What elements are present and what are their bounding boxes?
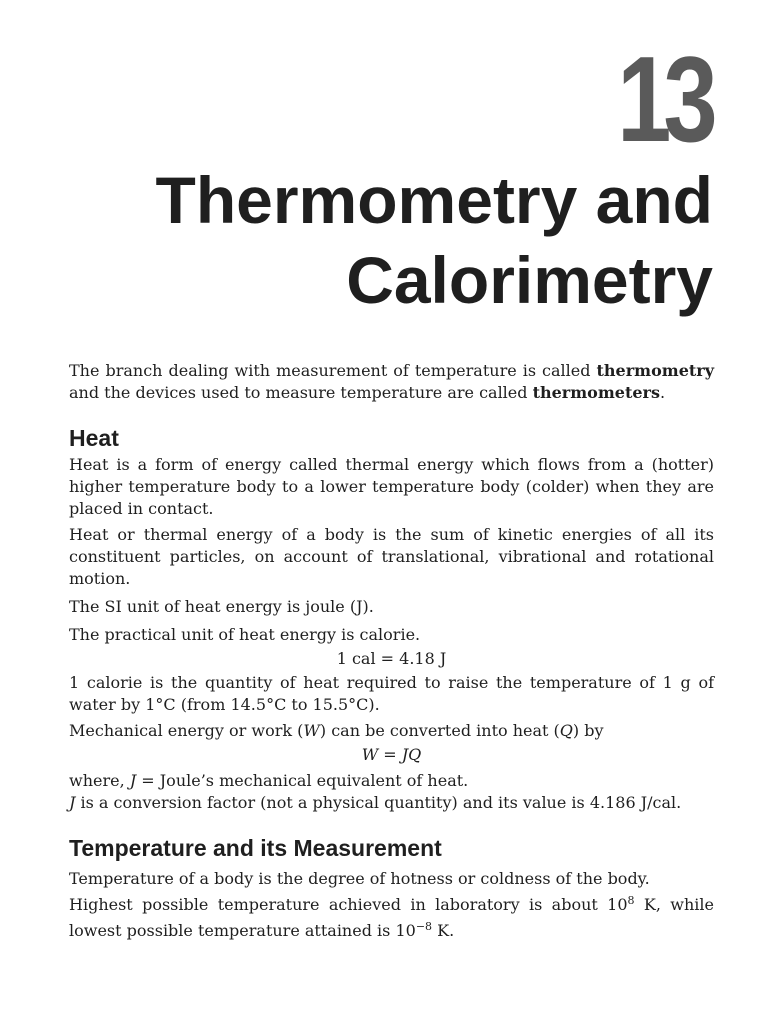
intro-paragraph: [69, 360, 714, 404]
symbol-joule-constant-2: J: [69, 793, 76, 812]
heat-paragraph-2: Heat or thermal energy of a body is the sum of kinetic energies of all its constituent particles, on account of translational, vibrational and rotational motion.: [69, 525, 714, 588]
chapter-title: [156, 160, 713, 320]
term-thermometers: thermometers: [532, 383, 660, 402]
heat-paragraph-1: Heat is a form of energy called thermal energy which flows from a (hotter) higher temperature body to a lower temperature body (colder) when they are placed in contact.: [69, 455, 714, 518]
exponent-8: 8: [627, 894, 635, 907]
heat-p8-text-b: is a conversion factor (not a physical quantity) and its value is 4.186 J/cal.: [75, 793, 682, 812]
intro-text-3: .: [659, 383, 666, 402]
symbol-heat: Q: [559, 721, 573, 740]
temperature-paragraph-1: Temperature of a body is the degree of hotness or coldness of the body.: [69, 869, 650, 888]
heat-paragraph-3: The SI unit of heat energy is joule (J).: [69, 597, 374, 616]
equation-work-heat: W = JQ: [361, 745, 422, 764]
symbol-joule-constant: J: [129, 771, 137, 790]
term-thermometry: thermometry: [596, 361, 714, 380]
heat-paragraph-7: [69, 770, 714, 792]
heat-p7-text-b: = Joule’s mechanical equivalent of heat.: [136, 771, 469, 790]
temp-p2-text-c: K.: [432, 921, 455, 940]
exponent-minus-8: −8: [415, 920, 433, 933]
heat-p6-text-b: ) can be converted into heat (: [319, 721, 560, 740]
chapter-content: [69, 360, 714, 944]
chapter-title-line-2: Calorimetry: [346, 243, 713, 317]
temperature-section-body: [69, 866, 714, 944]
chapter-title-line-1: Thermometry and: [155, 163, 713, 237]
chapter-number: 13: [617, 31, 710, 167]
symbol-work: W: [303, 721, 320, 740]
heat-paragraph-4: The practical unit of heat energy is calorie.: [69, 625, 421, 644]
heat-p6-text-c: ) by: [572, 721, 604, 740]
heat-paragraph-6: [69, 720, 714, 742]
temperature-paragraph-2: [69, 892, 714, 944]
temp-p2-text-a: Highest possible temperature achieved in laboratory is about 10: [69, 895, 628, 914]
section-heading-temperature: Temperature and its Measurement: [69, 835, 442, 861]
heat-paragraph-8: [69, 792, 714, 814]
temp-p2-text-b: K, while lowest possible temperature attained is 10: [69, 895, 714, 940]
heat-paragraph-5: 1 calorie is the quantity of heat required to raise the temperature of 1 g of water by 1°C (from 14.5°C to 15.5°C).: [69, 673, 714, 714]
section-heading-heat: Heat: [69, 425, 119, 451]
heat-p7-text-a: where,: [69, 771, 130, 790]
equation-calorie-joule: 1 cal = 4.18 J: [336, 649, 447, 668]
heat-p6-text-a: Mechanical energy or work (: [69, 721, 304, 740]
intro-text-1: The branch dealing with measurement of temperature is called: [69, 361, 597, 380]
intro-text-2: and the devices used to measure temperature are called: [69, 383, 533, 402]
